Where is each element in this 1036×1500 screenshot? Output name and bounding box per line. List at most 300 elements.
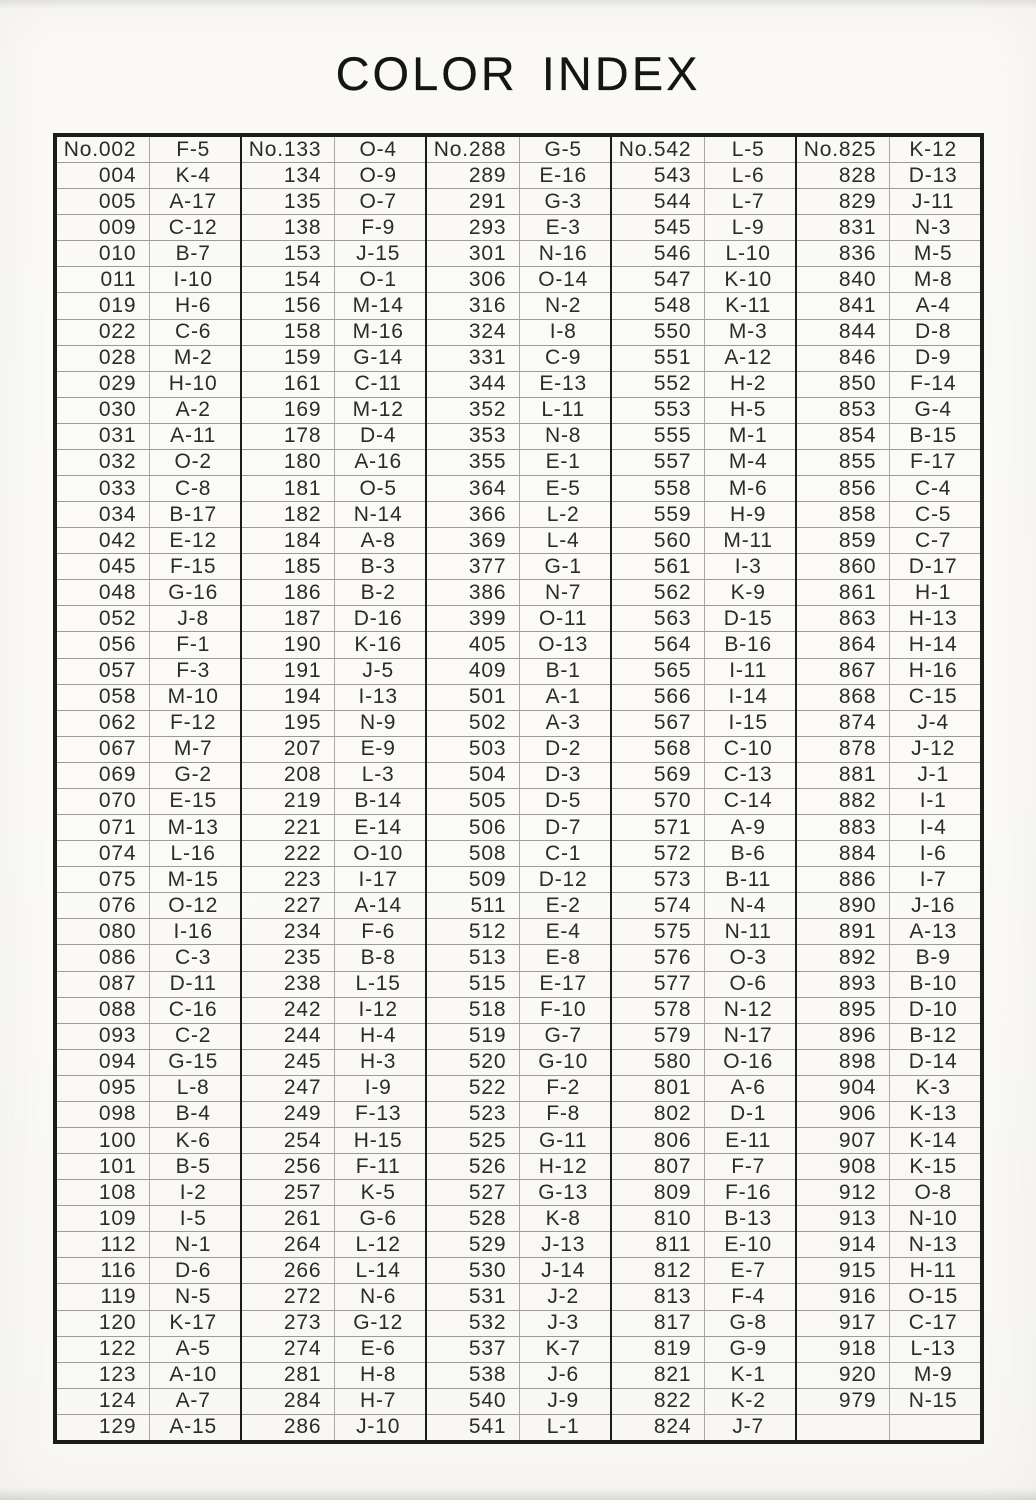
color-code-cell: M-14 [352,294,404,317]
color-code-cell: B-14 [354,789,402,813]
color-number-cell: 906 [797,1102,890,1127]
table-row [427,998,610,1024]
color-number-cell: 124 [57,1389,150,1414]
table-row [57,945,240,971]
color-code-cell: M-15 [167,867,219,891]
table-row [57,241,240,267]
table-row [427,450,610,476]
color-number-cell: 057 [57,659,150,684]
color-code-cell: B-3 [360,554,396,578]
table-row [57,554,240,580]
color-number-cell: 109 [57,1206,150,1231]
table-row [57,189,240,215]
color-number-cell: 086 [57,945,150,970]
table-row [242,945,425,971]
color-number-cell: 235 [242,945,335,970]
color-code-cell: E-2 [545,893,581,917]
table-row [242,1415,425,1440]
table-row [242,1363,425,1389]
color-code-cell: I-4 [919,815,947,839]
color-code-cell: M-13 [167,815,219,839]
table-row [797,580,980,606]
color-number-cell: 860 [797,554,890,579]
color-number-cell: 071 [57,815,150,840]
color-number-cell: 913 [797,1206,890,1231]
table-row [242,424,425,450]
color-number-cell: 324 [427,320,520,345]
color-index-table [53,133,984,1444]
color-code-cell: D-10 [908,998,958,1022]
color-number-cell: 247 [242,1076,335,1101]
color-code-cell: I-9 [364,1076,392,1100]
color-number-cell: 161 [242,372,335,397]
table-row [797,632,980,658]
color-code-cell: O-15 [908,1284,959,1308]
table-row [242,815,425,841]
color-number-cell: 159 [242,346,335,371]
color-code-cell: H-13 [908,606,958,630]
color-number-cell: 543 [612,163,705,188]
table-row [57,476,240,502]
color-number-cell: 532 [427,1311,520,1336]
table-row [612,476,795,502]
table-row [427,1076,610,1102]
table-row [242,1024,425,1050]
color-code-cell: B-15 [909,424,957,448]
color-number-cell: 547 [612,267,705,292]
table-row [612,1024,795,1050]
table-row [427,1128,610,1154]
color-code-cell: I-1 [919,789,947,813]
table-row [797,1337,980,1363]
table-row [242,450,425,476]
color-code-cell: H-10 [168,372,218,396]
color-code-cell: M-16 [352,320,404,344]
color-number-cell: No.133 [242,137,335,162]
table-row [427,685,610,711]
table-row [612,346,795,372]
color-number-cell: 503 [427,737,520,762]
table-row [797,1232,980,1258]
table-row [427,841,610,867]
color-code-cell: J-13 [541,1232,586,1256]
table-row [242,841,425,867]
table-row [242,372,425,398]
color-number-cell: 520 [427,1050,520,1075]
color-number-cell: 531 [427,1284,520,1309]
color-number-cell: 120 [57,1311,150,1336]
table-row [797,1024,980,1050]
color-code-cell: F-8 [546,1102,581,1126]
table-row [612,763,795,789]
color-code-cell: A-7 [175,1389,211,1413]
color-code-cell: E-14 [354,815,402,839]
table-row [612,685,795,711]
table-row [57,1415,240,1440]
table-row [797,1076,980,1102]
color-number-cell: 005 [57,189,150,214]
color-number-cell: 859 [797,528,890,553]
table-row [797,346,980,372]
color-number-cell: 560 [612,528,705,553]
color-number-cell: 896 [797,1024,890,1049]
color-code-cell: N-2 [545,294,582,317]
color-number-cell: 570 [612,789,705,814]
color-code-cell: L-3 [361,763,395,787]
color-code-cell: C-6 [175,320,212,344]
table-row [797,267,980,293]
page-title: COLOR INDEX [335,47,701,100]
color-number-cell: 301 [427,241,520,266]
table-row [242,137,425,163]
color-number-cell: 502 [427,711,520,736]
color-code-cell: M-8 [913,267,953,291]
color-code-cell: I-14 [728,685,768,709]
color-number-cell: 881 [797,763,890,788]
table-row [427,815,610,841]
color-number-cell: 855 [797,450,890,475]
table-row [57,1024,240,1050]
color-number-cell: 828 [797,163,890,188]
table-row [242,1311,425,1337]
color-number-cell: 917 [797,1311,890,1336]
color-code-cell: G-5 [544,137,582,161]
table-row [797,659,980,685]
color-number-cell: 557 [612,450,705,475]
table-row [797,1311,980,1337]
table-row [612,659,795,685]
color-code-cell: M-12 [352,398,404,422]
color-code-cell: F-4 [731,1284,766,1308]
color-code-cell: L-11 [541,398,585,422]
table-row [612,1337,795,1363]
color-number-cell: 030 [57,398,150,423]
color-number-cell: 878 [797,737,890,762]
color-code-cell: M-2 [173,346,213,370]
table-row [242,476,425,502]
color-code-cell: I-3 [734,554,762,578]
table-row [797,1363,980,1389]
color-number-cell: 537 [427,1337,520,1362]
table-row [57,1206,240,1232]
color-code-cell: O-11 [538,606,588,630]
table-row [797,1206,980,1232]
table-row [242,1154,425,1180]
color-code-cell: A-16 [354,450,402,474]
color-code-cell: G-15 [168,1050,219,1074]
color-code-cell: G-3 [544,189,582,213]
color-code-cell: C-7 [915,528,952,552]
table-row [242,632,425,658]
table-row [797,215,980,241]
color-code-cell: D-12 [538,867,588,891]
color-number-cell: 184 [242,528,335,553]
color-number-cell: 156 [242,293,335,318]
color-number-cell: 135 [242,189,335,214]
table-row [612,398,795,424]
table-row [427,267,610,293]
table-row [242,267,425,293]
table-row [427,398,610,424]
color-code-cell: H-8 [360,1363,397,1387]
color-code-cell: H-12 [538,1154,588,1178]
table-row [612,867,795,893]
color-code-cell: B-8 [360,945,396,969]
color-number-cell: 098 [57,1102,150,1127]
color-number-cell: 846 [797,346,890,371]
table-row [427,580,610,606]
table-row [427,972,610,998]
color-number-cell: 405 [427,632,520,657]
color-code-cell: N-10 [908,1206,958,1230]
table-row [57,1128,240,1154]
color-code-cell: B-5 [175,1154,211,1178]
color-number-cell: 505 [427,789,520,814]
color-number-cell: 074 [57,841,150,866]
color-number-cell: 892 [797,945,890,970]
color-number-cell: 898 [797,1050,890,1075]
color-code-cell: H-9 [730,502,767,526]
color-code-cell: J-7 [732,1415,764,1439]
color-code-cell: A-8 [360,528,396,552]
color-number-cell: 819 [612,1337,705,1362]
color-code-cell: A-11 [170,424,217,448]
table-row [612,815,795,841]
color-number-cell: 010 [57,241,150,266]
color-code-cell: C-2 [175,1024,212,1048]
color-number-cell: 100 [57,1128,150,1153]
color-code-cell: H-3 [360,1050,397,1074]
color-code-cell: I-17 [358,867,398,891]
color-number-cell: 552 [612,372,705,397]
color-code-cell: J-9 [547,1389,579,1413]
color-code-cell: O-12 [168,893,219,917]
color-code-cell: F-17 [909,450,957,474]
table-row [57,998,240,1024]
table-row [797,685,980,711]
color-code-cell: G-14 [353,346,404,370]
color-code-cell: D-9 [915,346,952,370]
color-number-cell: 245 [242,1050,335,1075]
table-row [797,241,980,267]
table-row [612,450,795,476]
color-number-cell: 806 [612,1128,705,1153]
color-code-cell: N-7 [545,580,582,604]
table-row [612,1363,795,1389]
table-row [242,606,425,632]
table-row [57,372,240,398]
table-row [427,1050,610,1076]
color-code-cell: I-5 [179,1206,207,1230]
color-code-cell: E-10 [724,1232,772,1256]
color-number-cell: 548 [612,293,705,318]
table-row [612,320,795,346]
table-row [797,1258,980,1284]
color-number-cell: 208 [242,763,335,788]
color-code-cell: A-1 [545,685,581,709]
color-code-cell: C-17 [908,1311,958,1335]
color-number-cell: 506 [427,815,520,840]
color-number-cell: 512 [427,919,520,944]
color-number-cell: 112 [57,1232,150,1257]
color-code-cell: A-9 [730,815,766,839]
color-number-cell: 266 [242,1258,335,1283]
table-row [612,215,795,241]
color-code-cell: M-6 [728,476,768,500]
color-number-cell: 291 [427,189,520,214]
table-row [612,893,795,919]
color-number-cell: 813 [612,1284,705,1309]
color-number-cell: 574 [612,893,705,918]
table-row [242,189,425,215]
table-row [242,737,425,763]
color-code-cell: K-14 [909,1128,957,1152]
color-number-cell: 564 [612,632,705,657]
color-number-cell: 134 [242,163,335,188]
column-group-2 [242,137,427,1440]
color-number-cell: 801 [612,1076,705,1101]
color-code-cell: C-9 [545,346,582,370]
table-row [427,945,610,971]
color-code-cell: C-5 [915,502,952,526]
color-code-cell: E-8 [545,945,581,969]
color-code-cell: B-7 [175,241,211,265]
table-row [57,163,240,189]
color-number-cell: 185 [242,554,335,579]
color-code-cell: N-12 [723,998,773,1022]
table-row [612,554,795,580]
color-code-cell: E-5 [545,476,581,500]
color-number-cell: 575 [612,919,705,944]
color-code-cell: G-1 [544,554,582,578]
color-number-cell: 504 [427,763,520,788]
color-code-cell: A-13 [909,919,957,943]
table-row [612,972,795,998]
table-row [427,893,610,919]
color-code-cell: B-13 [724,1206,772,1230]
color-code-cell: H-2 [730,372,767,396]
color-code-cell: C-12 [168,215,218,239]
color-number-cell: 028 [57,346,150,371]
table-row [797,606,980,632]
table-row [57,737,240,763]
color-number-cell: 316 [427,293,520,318]
table-row [612,737,795,763]
color-number-cell: 562 [612,580,705,605]
table-row [242,293,425,319]
color-code-cell: N-6 [360,1284,397,1308]
color-code-cell: B-10 [909,972,957,996]
color-code-cell: I-15 [728,711,768,735]
color-number-cell: 884 [797,841,890,866]
table-row [242,1180,425,1206]
table-row [797,137,980,163]
color-code-cell: F-6 [361,919,396,943]
color-number-cell: No.542 [612,137,705,162]
table-row [427,163,610,189]
color-number-cell: 810 [612,1206,705,1231]
color-number-cell: 578 [612,998,705,1023]
table-row [57,1180,240,1206]
color-number-cell: 829 [797,189,890,214]
table-row [612,1206,795,1232]
table-row [57,1284,240,1310]
color-number-cell: 242 [242,998,335,1023]
color-code-cell: C-8 [175,476,212,500]
table-row [57,424,240,450]
color-code-cell: E-3 [545,215,581,239]
table-row [242,346,425,372]
color-number-cell: No.002 [57,137,150,162]
table-row [57,632,240,658]
color-number-cell: 821 [612,1363,705,1388]
color-code-cell: L-4 [546,528,580,552]
table-row [797,476,980,502]
color-code-cell: I-2 [179,1180,207,1204]
color-number-cell: 527 [427,1180,520,1205]
color-number-cell: 244 [242,1024,335,1049]
table-row [797,1128,980,1154]
table-row [427,789,610,815]
color-number-cell: 567 [612,711,705,736]
table-row [242,659,425,685]
table-row [612,502,795,528]
color-number-cell: 914 [797,1232,890,1257]
color-code-cell: A-5 [175,1337,211,1361]
table-row [612,528,795,554]
color-code-cell: I-8 [549,320,577,344]
color-code-cell: N-13 [908,1232,958,1256]
table-row [797,841,980,867]
color-number-cell: 223 [242,867,335,892]
table-row [797,1284,980,1310]
color-code-cell: J-10 [356,1415,401,1439]
color-number-cell: 067 [57,737,150,762]
color-number-cell: 108 [57,1180,150,1205]
color-code-cell: F-13 [354,1102,402,1126]
color-code-cell: A-4 [915,294,951,317]
color-number-cell: 515 [427,972,520,997]
color-code-cell: K-8 [545,1206,581,1230]
table-row [427,346,610,372]
color-code-cell: J-3 [547,1311,579,1335]
table-row [427,241,610,267]
color-number-cell: 918 [797,1337,890,1362]
color-code-cell: D-16 [353,606,403,630]
color-number-cell: 158 [242,320,335,345]
color-code-cell: D-3 [545,763,582,787]
table-row [57,1311,240,1337]
table-row [427,606,610,632]
color-number-cell: 272 [242,1284,335,1309]
color-code-cell: G-13 [538,1180,589,1204]
table-row [57,606,240,632]
table-row [612,1076,795,1102]
color-code-cell: F-2 [546,1076,581,1100]
table-row [57,972,240,998]
table-row [797,1415,980,1440]
color-number-cell: 122 [57,1337,150,1362]
color-number-cell: 551 [612,346,705,371]
color-code-cell: L-8 [176,1076,210,1100]
color-number-cell: 207 [242,737,335,762]
color-number-cell: 893 [797,972,890,997]
color-code-cell: L-16 [170,841,216,865]
table-row [797,867,980,893]
color-code-cell: B-17 [169,502,217,526]
color-code-cell: E-1 [545,450,581,474]
color-code-cell: A-6 [730,1076,766,1100]
